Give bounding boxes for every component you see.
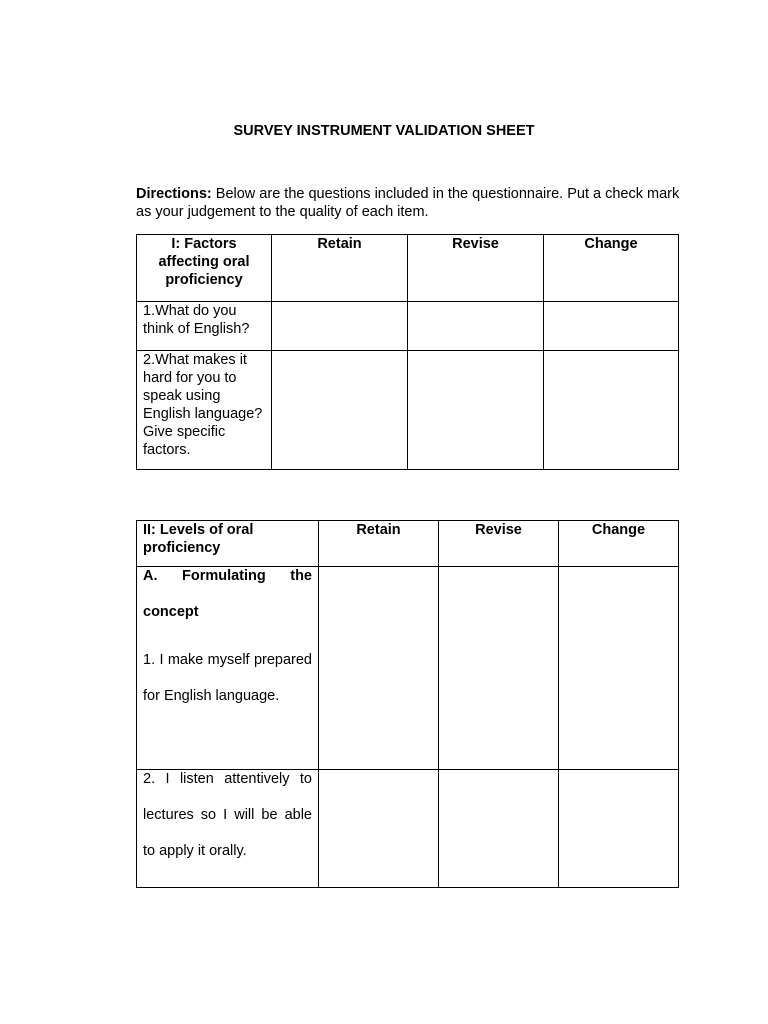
column-header-item: I: Factors affecting oral proficiency — [137, 235, 272, 302]
change-check-cell[interactable] — [544, 302, 679, 351]
table-row — [137, 567, 679, 770]
question-cell: 1.What do you think of English? — [137, 302, 272, 351]
question-text: 1. I make myself prepared for English language. — [143, 652, 312, 704]
directions-paragraph — [136, 185, 681, 221]
revise-check-cell[interactable] — [408, 351, 544, 470]
table-row — [137, 770, 679, 888]
directions-text: Below are the questions included in the questionnaire. Put a check mark as your judgement to the quality of each item. — [136, 186, 680, 220]
column-header-revise: Revise — [408, 235, 544, 302]
revise-check-cell[interactable] — [439, 770, 559, 888]
question-cell: 2.What makes it hard for you to speak using English language? Give specific factors. — [137, 351, 272, 470]
retain-check-cell[interactable] — [272, 302, 408, 351]
page-title: SURVEY INSTRUMENT VALIDATION SHEET — [233, 123, 535, 139]
column-header-item: II: Levels of oral proficiency — [137, 521, 319, 567]
table-row — [137, 351, 679, 470]
section-heading: A. Formulating the concept — [143, 568, 312, 620]
validation-table-factors — [136, 234, 679, 470]
column-header-change: Change — [559, 521, 679, 567]
question-cell — [137, 770, 319, 888]
column-header-change: Change — [544, 235, 679, 302]
change-check-cell[interactable] — [559, 567, 679, 770]
column-header-retain: Retain — [319, 521, 439, 567]
revise-check-cell[interactable] — [439, 567, 559, 770]
column-header-revise: Revise — [439, 521, 559, 567]
retain-check-cell[interactable] — [319, 770, 439, 888]
column-header-retain: Retain — [272, 235, 408, 302]
change-check-cell[interactable] — [559, 770, 679, 888]
retain-check-cell[interactable] — [319, 567, 439, 770]
table-header-row — [137, 235, 679, 302]
question-cell — [137, 567, 319, 770]
retain-check-cell[interactable] — [272, 351, 408, 470]
directions-label: Directions: — [136, 186, 212, 202]
question-text: 2. I listen attentively to lectures so I will be able to apply it orally. — [143, 771, 312, 859]
validation-table-levels — [136, 520, 679, 888]
table-row — [137, 302, 679, 351]
revise-check-cell[interactable] — [408, 302, 544, 351]
change-check-cell[interactable] — [544, 351, 679, 470]
